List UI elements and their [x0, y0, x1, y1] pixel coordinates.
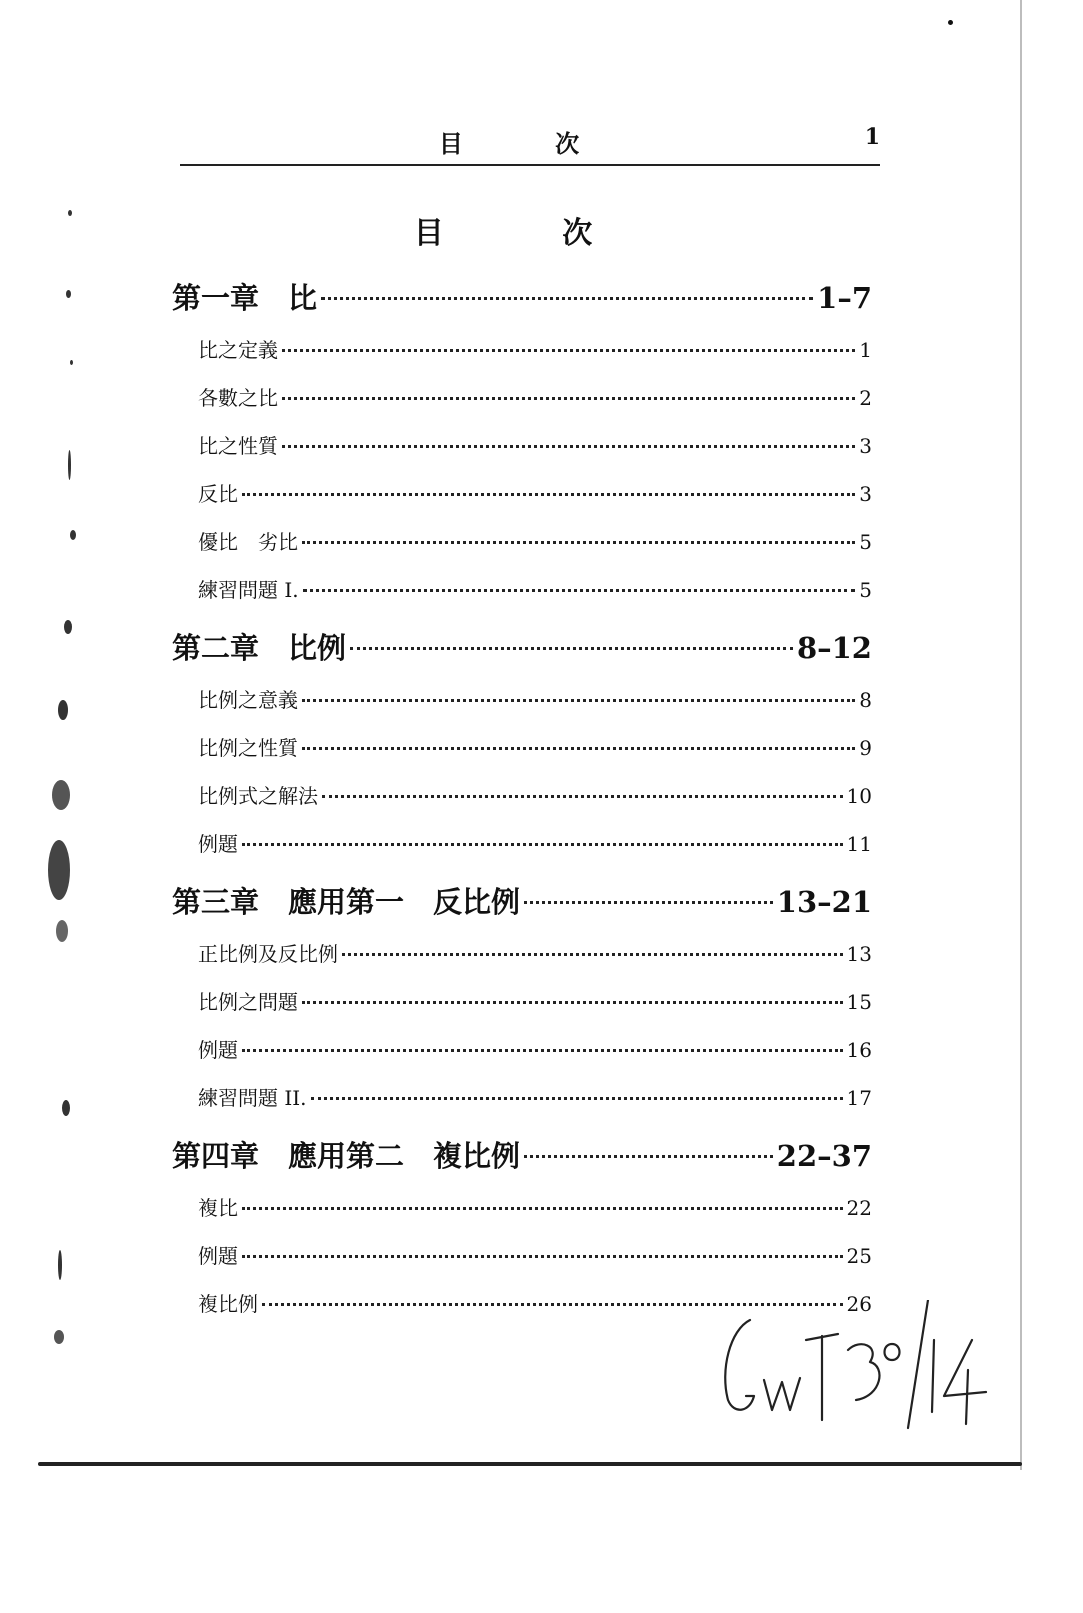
toc-chapter-entry	[172, 876, 872, 938]
toc-section-entry	[172, 684, 872, 732]
toc-title: 目 次	[413, 216, 647, 251]
dot-leader	[242, 1207, 843, 1210]
toc-entry-label: 比例式之解法	[198, 784, 318, 808]
handwritten-shelfmark	[710, 1300, 990, 1430]
toc-section-entry	[172, 478, 872, 526]
dot-leader	[242, 1255, 843, 1258]
toc-entry-label: 第四章 應用第二 複比例	[172, 1139, 521, 1173]
toc-entry-page: 25	[846, 1244, 872, 1268]
toc-entry-page: 11	[846, 832, 872, 856]
toc-entry-label: 比例之問題	[198, 990, 298, 1014]
dot-leader	[311, 1097, 843, 1100]
dot-leader	[342, 953, 843, 956]
toc-entry-label: 練習問題 I.	[198, 578, 299, 602]
toc-entry-page: 13	[846, 942, 872, 966]
toc-entry-page: 8	[859, 688, 872, 712]
table-of-contents	[172, 272, 872, 1336]
toc-section-entry	[172, 1192, 872, 1240]
dot-leader	[302, 699, 855, 702]
header-rule	[180, 164, 880, 166]
toc-entry-label: 例題	[198, 832, 238, 856]
toc-entry-page: 5	[859, 578, 872, 602]
dot-leader	[282, 445, 855, 448]
toc-entry-label: 正比例及反比例	[198, 942, 338, 966]
toc-entry-label: 練習問題 II.	[198, 1086, 307, 1110]
toc-entry-page: 10	[846, 784, 872, 808]
toc-section-entry	[172, 1082, 872, 1130]
dot-leader	[282, 349, 855, 352]
dot-leader	[524, 1155, 773, 1158]
toc-entry-label: 複比	[198, 1196, 238, 1220]
toc-entry-label: 優比 劣比	[198, 530, 298, 554]
dot-leader	[302, 541, 855, 544]
toc-entry-page: 1–7	[817, 281, 872, 315]
toc-chapter-entry	[172, 272, 872, 334]
toc-entry-label: 第三章 應用第一 反比例	[172, 885, 521, 919]
dot-leader	[321, 297, 813, 300]
dot-leader	[242, 493, 855, 496]
dot-leader	[350, 647, 793, 650]
binding-margin-smudges	[28, 200, 88, 1470]
toc-section-entry	[172, 938, 872, 986]
toc-chapter-entry	[172, 622, 872, 684]
toc-section-entry	[172, 526, 872, 574]
toc-entry-page: 5	[859, 530, 872, 554]
dot-leader	[303, 589, 856, 592]
toc-entry-label: 比之定義	[198, 338, 278, 362]
toc-entry-page: 26	[846, 1292, 872, 1316]
toc-entry-page: 3	[859, 434, 872, 458]
toc-section-entry	[172, 382, 872, 430]
toc-section-entry	[172, 574, 872, 622]
toc-entry-page: 1	[859, 338, 872, 362]
dot-leader	[302, 747, 855, 750]
page-edge-right	[1020, 0, 1022, 1470]
toc-entry-page: 13–21	[776, 885, 872, 919]
toc-entry-label: 第一章 比	[172, 281, 318, 315]
toc-entry-label: 比例之性質	[198, 736, 298, 760]
dot-leader	[242, 1049, 843, 1052]
toc-section-entry	[172, 732, 872, 780]
toc-section-entry	[172, 1240, 872, 1288]
toc-entry-page: 8–12	[796, 631, 872, 665]
toc-entry-label: 例題	[198, 1038, 238, 1062]
page-number: 1	[864, 124, 880, 150]
toc-entry-label: 比例之意義	[198, 688, 298, 712]
dot-leader	[242, 843, 843, 846]
dot-leader	[302, 1001, 843, 1004]
toc-section-entry	[172, 986, 872, 1034]
toc-entry-label: 比之性質	[198, 434, 278, 458]
toc-section-entry	[172, 1034, 872, 1082]
toc-entry-page: 9	[859, 736, 872, 760]
toc-entry-label: 各數之比	[198, 386, 278, 410]
toc-chapter-entry	[172, 1130, 872, 1192]
toc-entry-page: 17	[846, 1086, 872, 1110]
page-dot	[948, 20, 953, 25]
toc-entry-page: 22	[846, 1196, 872, 1220]
toc-section-entry	[172, 430, 872, 478]
running-header	[180, 124, 880, 160]
toc-section-entry	[172, 334, 872, 382]
page-edge-bottom	[38, 1462, 1022, 1466]
dot-leader	[524, 901, 773, 904]
toc-entry-page: 16	[846, 1038, 872, 1062]
toc-entry-page: 3	[859, 482, 872, 506]
toc-entry-label: 第二章 比例	[172, 631, 347, 665]
toc-entry-label: 例題	[198, 1244, 238, 1268]
toc-entry-label: 反比	[198, 482, 238, 506]
toc-entry-page: 22–37	[776, 1139, 872, 1173]
toc-entry-page: 15	[846, 990, 872, 1014]
toc-entry-label: 複比例	[198, 1292, 258, 1316]
dot-leader	[322, 795, 843, 798]
toc-section-entry	[172, 828, 872, 876]
toc-entry-page: 2	[859, 386, 872, 410]
toc-section-entry	[172, 780, 872, 828]
dot-leader	[282, 397, 855, 400]
running-header-title: 目 次	[438, 129, 622, 158]
